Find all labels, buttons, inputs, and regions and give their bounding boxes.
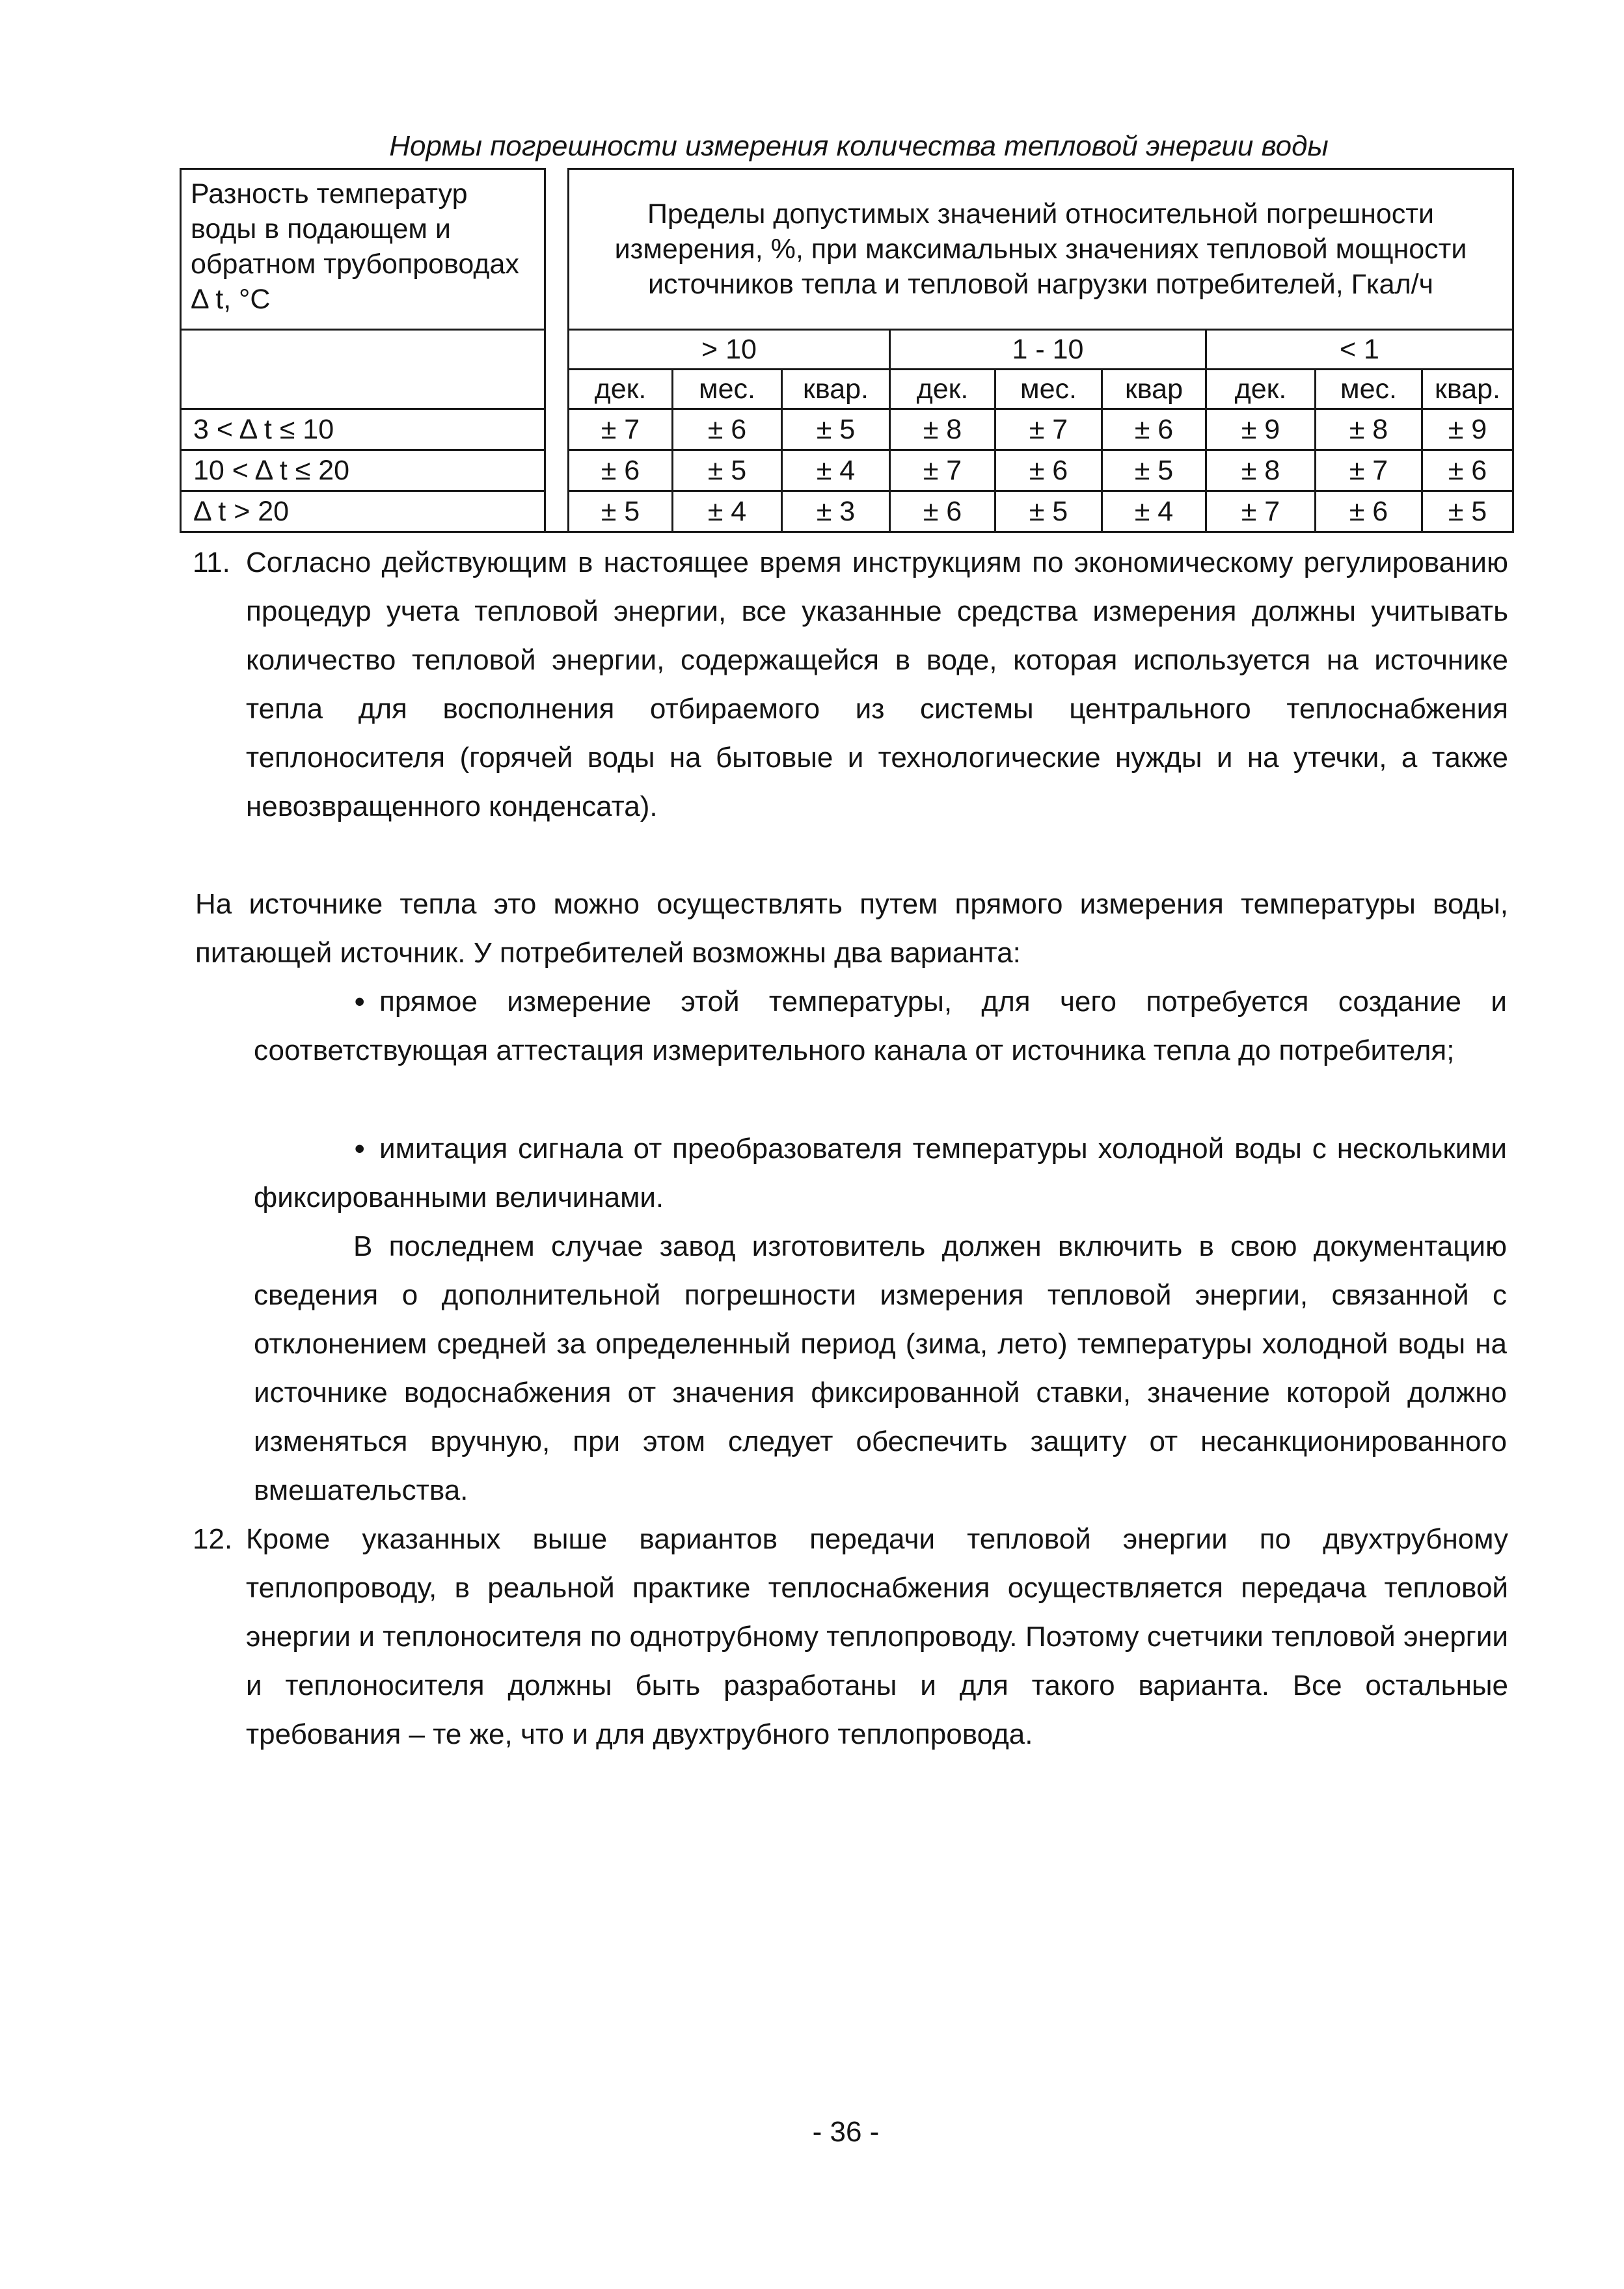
table-cell: ± 7	[569, 409, 673, 450]
range-header: > 10	[569, 330, 890, 370]
table-gap	[181, 370, 545, 409]
period-header: дек.	[890, 370, 995, 409]
period-header: квар.	[782, 370, 890, 409]
table-cell: ± 6	[1102, 409, 1206, 450]
table-cell: ± 6	[1316, 491, 1422, 532]
table-cell: ± 5	[673, 450, 782, 491]
table-cell: ± 7	[1316, 450, 1422, 491]
range-header: 1 - 10	[890, 330, 1206, 370]
table-cell: ± 5	[569, 491, 673, 532]
bullet-marker: •	[355, 1133, 365, 1165]
paragraph-last-case: В последнем случае завод изготовитель должен включить в свою документацию сведения о дополнительной погрешности измерения тепловой энергии, связанной с отклонением средней за определенный период (зима, лето) температуры холодной воды на источнике водоснабжения от значения фиксированной ставки, значение которой должно изменяться вручную, при этом следует обеспечить защиту от несанкционированного вмешательства.	[254, 1230, 1507, 1506]
table-cell: ± 6	[569, 450, 673, 491]
table-gap	[545, 330, 569, 370]
table-gap	[545, 450, 569, 491]
period-header: мес.	[1316, 370, 1422, 409]
item-12-text: Кроме указанных выше вариантов передачи тепловой энергии по двухтрубному теплопроводу, в реальной практике теплоснабжения осуществляется передача тепловой энергии и теплоносителя по однотрубному теплопроводу. Поэтому счетчики тепловой энергии и теплоносителя должны быть разработаны и для такого варианта. Все остальные требования – те же, что и для двухтрубного теплопровода.	[246, 1523, 1508, 1750]
item-11-text: Согласно действующим в настоящее время инструкциям по экономическому регулированию процедур учета тепловой энергии, все указанные средства измерения должны учитывать количество тепловой энергии, содержащейся в воде, которая используется на источнике тепла для восполнения отбираемого из системы центрального теплоснабжения теплоносителя (горячей воды на бытовые и технологические нужды и на утечки, а также невозвращенного конденсата).	[246, 547, 1508, 822]
row-label: Δ t > 20	[181, 491, 545, 532]
table-cell: ± 9	[1422, 409, 1513, 450]
table-cell: ± 5	[995, 491, 1102, 532]
period-header: квар.	[1422, 370, 1513, 409]
table-cell: ± 3	[782, 491, 890, 532]
period-header: дек.	[1206, 370, 1316, 409]
table-cell: ± 4	[1102, 491, 1206, 532]
table-cell: ± 7	[890, 450, 995, 491]
table-cell: ± 4	[782, 450, 890, 491]
period-header: дек.	[569, 370, 673, 409]
row-label: 3 < Δ t ≤ 10	[181, 409, 545, 450]
table-gap	[545, 491, 569, 532]
table-cell: ± 6	[1422, 450, 1513, 491]
table-cell: ± 5	[1102, 450, 1206, 491]
period-header: квар	[1102, 370, 1206, 409]
table-cell: ± 7	[1206, 491, 1316, 532]
table-cell: ± 8	[1316, 409, 1422, 450]
header-error-limits: Пределы допустимых значений относительной погрешности измерения, %, при максимальных значениях тепловой мощности источников тепла и тепловой нагрузки потребителей, Гкал/ч	[569, 169, 1513, 330]
table-gap	[545, 370, 569, 409]
item-12-number: 12.	[193, 1523, 233, 1555]
table-cell: ± 6	[995, 450, 1102, 491]
header-temperature-difference: Разность температур воды в подающем и обратном трубопроводах Δ t, °C	[181, 169, 545, 330]
table-cell: ± 6	[890, 491, 995, 532]
table-cell: ± 5	[1422, 491, 1513, 532]
paragraph-source: На источнике тепла это можно осуществлять путем прямого измерения температуры воды, питающей источник. У потребителей возможны два варианта:	[195, 888, 1508, 969]
table-gap	[545, 169, 569, 330]
table-cell: ± 8	[890, 409, 995, 450]
page-number: - 36 -	[812, 2116, 880, 2148]
bullet-marker: •	[355, 986, 365, 1018]
range-header: < 1	[1206, 330, 1513, 370]
bullet-item-direct-measurement: прямое измерение этой температуры, для чего потребуется создание и соответствующая аттестация измерительного канала от источника тепла до потребителя;	[254, 986, 1507, 1066]
table-cell: ± 9	[1206, 409, 1316, 450]
row-label: 10 < Δ t ≤ 20	[181, 450, 545, 491]
item-11-number: 11.	[193, 547, 230, 578]
table-cell: ± 4	[673, 491, 782, 532]
error-norms-table	[180, 168, 1514, 533]
table-cell: ± 6	[673, 409, 782, 450]
table-gap	[545, 409, 569, 450]
table-cell: ± 7	[995, 409, 1102, 450]
bullet-item-signal-imitation: имитация сигнала от преобразователя температуры холодной воды с несколькими фиксированными величинами.	[254, 1133, 1507, 1213]
table-cell: ± 8	[1206, 450, 1316, 491]
table-row	[181, 409, 1513, 450]
period-header: мес.	[995, 370, 1102, 409]
table-gap	[181, 330, 545, 370]
period-header: мес.	[673, 370, 782, 409]
table-row	[181, 450, 1513, 491]
table-cell: ± 5	[782, 409, 890, 450]
table-row	[181, 491, 1513, 532]
table-caption: Нормы погрешности измерения количества тепловой энергии воды	[389, 130, 1329, 162]
